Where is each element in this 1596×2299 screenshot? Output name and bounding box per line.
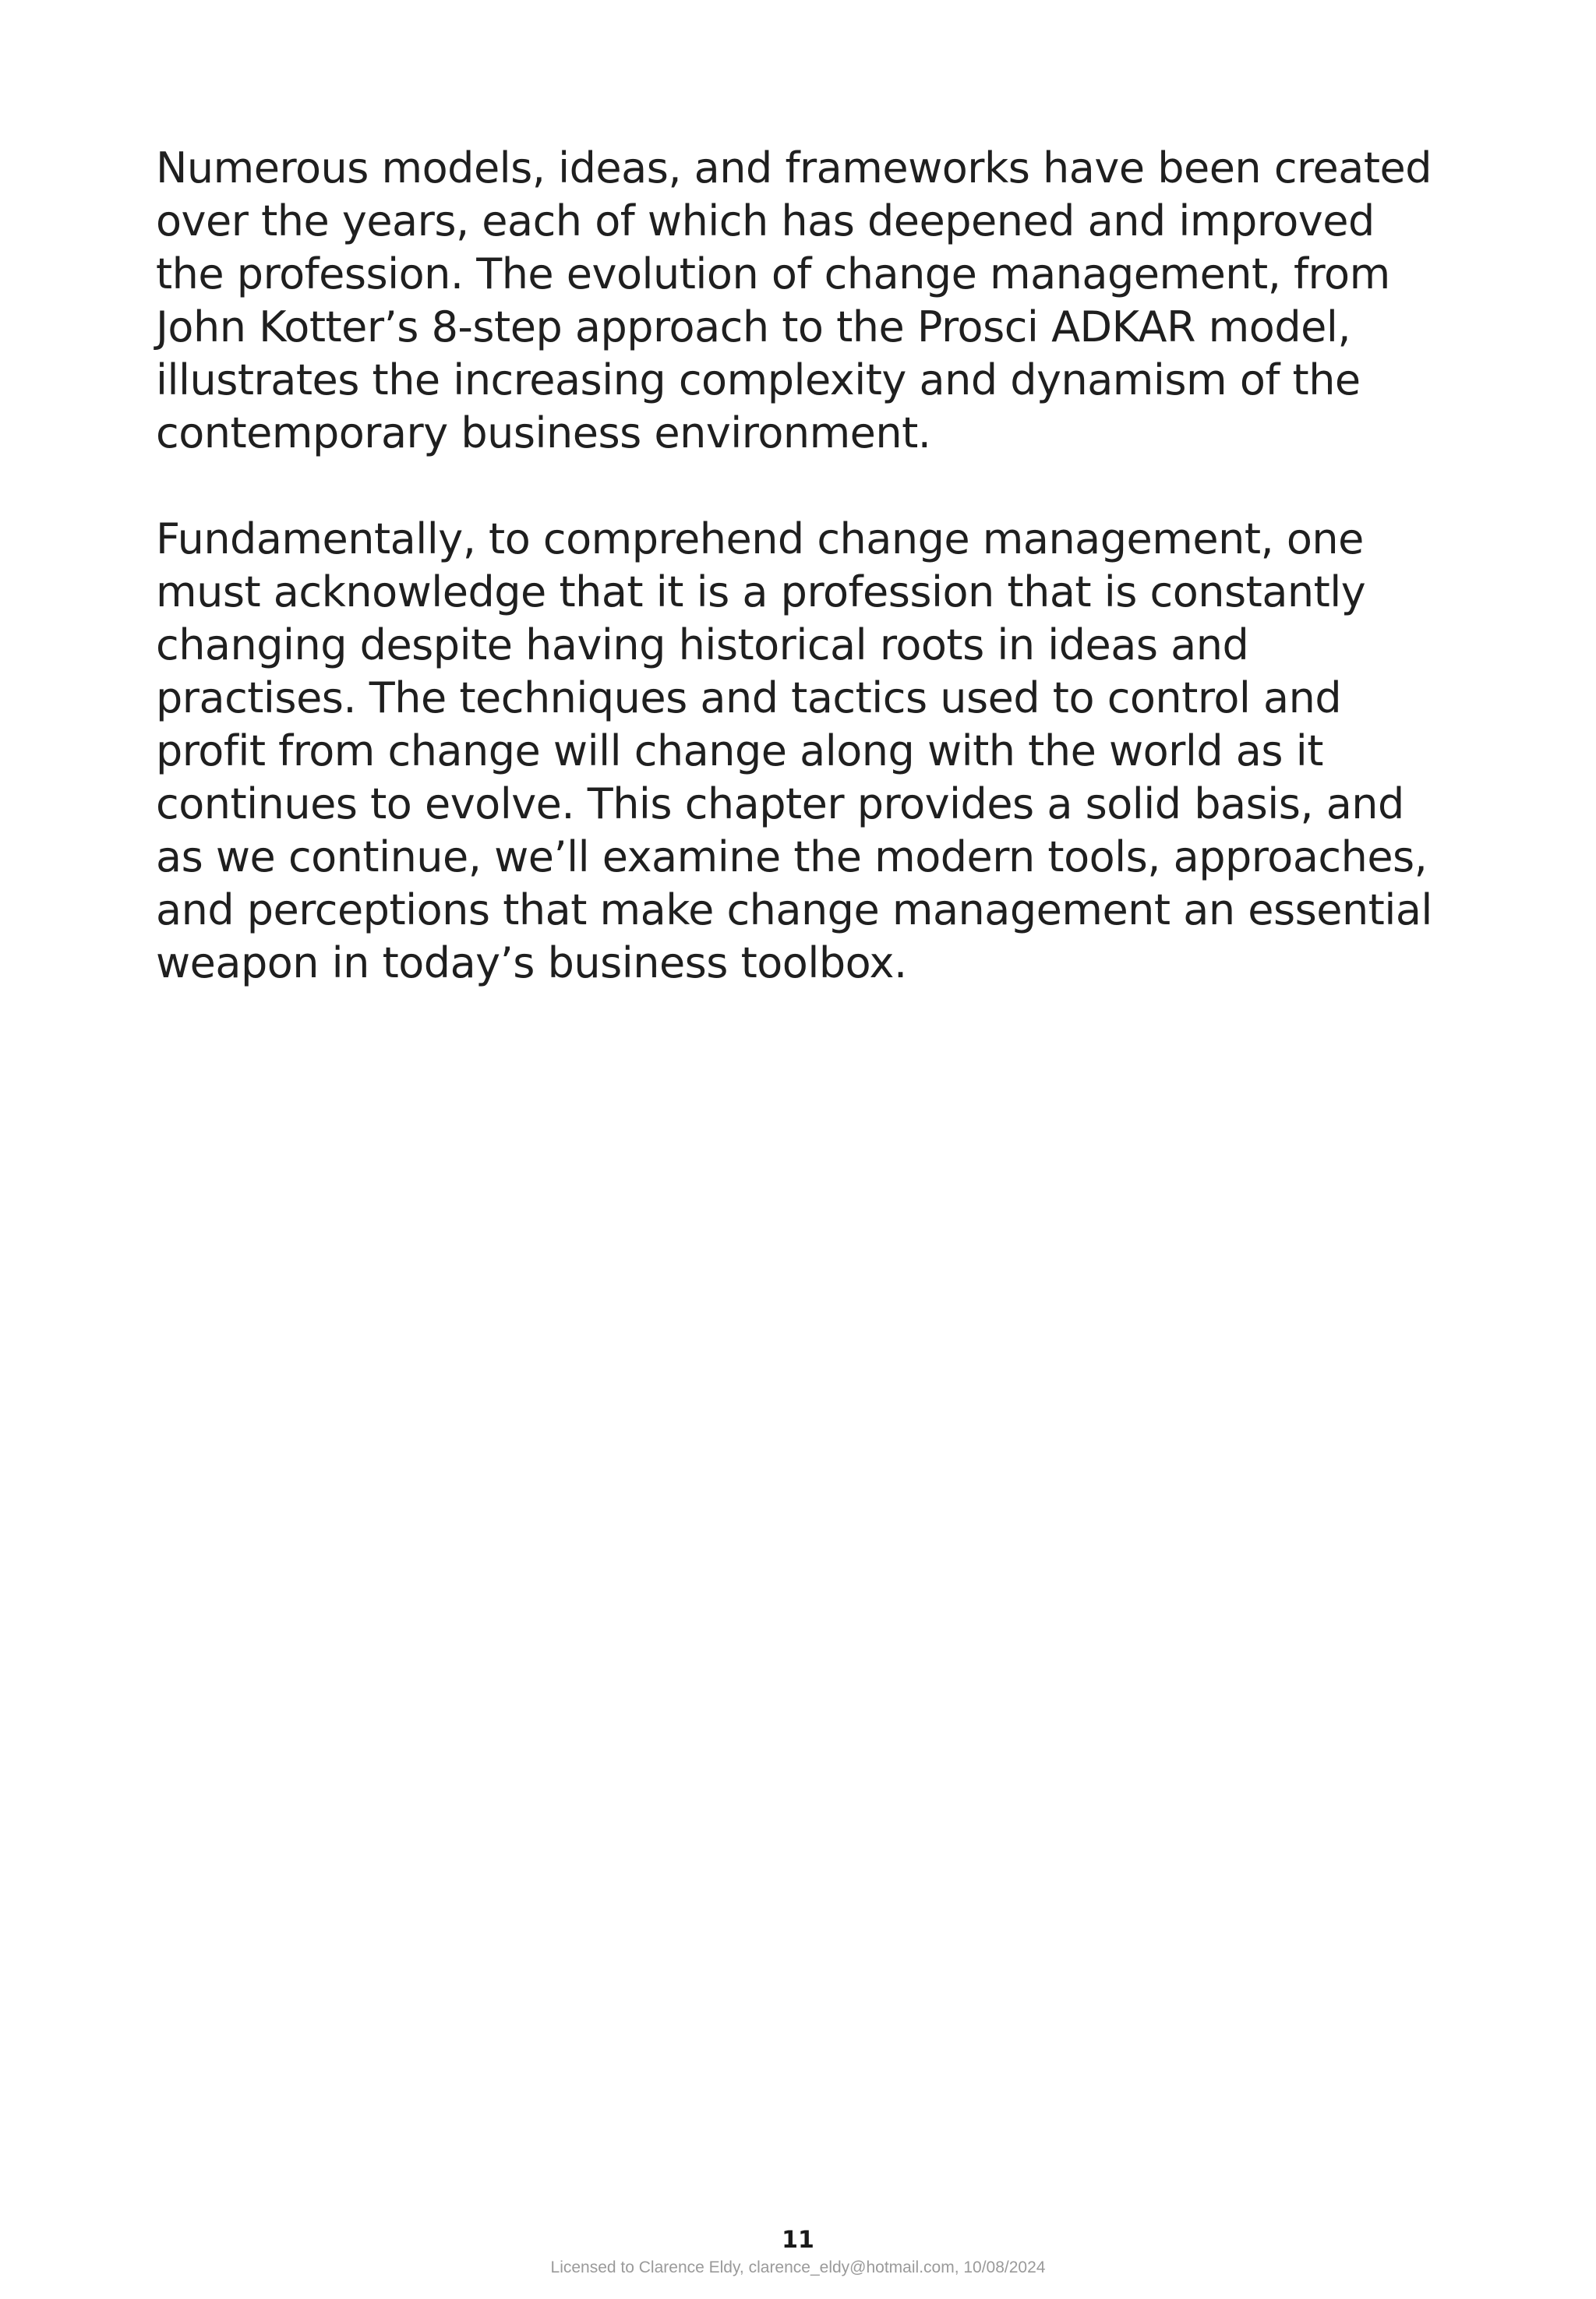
- body-text: [156, 142, 1442, 990]
- text-line: changing despite having historical roots in ideas and: [156, 620, 1249, 669]
- text-line: over the years, each of which has deepened and improved: [156, 196, 1375, 245]
- text-line: as we continue, we’ll examine the modern tools, approaches,: [156, 832, 1428, 881]
- text-line: John Kotter’s 8-step approach to the Prosci ADKAR model,: [156, 302, 1351, 351]
- text-line: illustrates the increasing complexity and dynamism of the: [156, 355, 1361, 404]
- text-line: continues to evolve. This chapter provides a solid basis, and: [156, 779, 1404, 828]
- text-line: weapon in today’s business toolbox.: [156, 938, 907, 987]
- license-watermark: Licensed to Clarence Eldy, clarence_eldy@hotmail.com, 10/08/2024: [550, 2258, 1046, 2276]
- text-line: and perceptions that make change management an essential: [156, 885, 1432, 934]
- text-line: must acknowledge that it is a profession that is constantly: [156, 567, 1366, 616]
- text-line: Fundamentally, to comprehend change management, one: [156, 514, 1364, 563]
- paragraph: [156, 513, 1442, 990]
- paragraph: [156, 142, 1442, 460]
- text-line: profit from change will change along with the world as it: [156, 726, 1323, 775]
- page-number: 11: [782, 2227, 814, 2254]
- text-line: contemporary business environment.: [156, 408, 931, 457]
- text-line: practises. The techniques and tactics used to control and: [156, 673, 1342, 722]
- text-line: the profession. The evolution of change management, from: [156, 249, 1390, 298]
- text-line: Numerous models, ideas, and frameworks have been created: [156, 143, 1432, 192]
